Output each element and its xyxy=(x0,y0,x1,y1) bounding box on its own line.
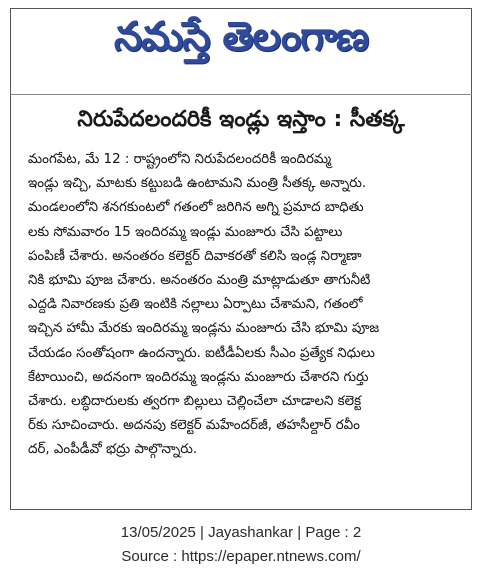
article-line: ఎద్దడి నివారణకు ప్రతి ఇంటికి నల్లాలు ఏర్పాటు చేశామని, గతంలో xyxy=(28,297,363,313)
article-line: మండలంలోని శనగకుంటలో గతంలో జరిగిన అగ్ని ప్రమాద బాధితు xyxy=(28,200,364,216)
article-body xyxy=(28,148,458,462)
article-line: మంగపేట, మే 12 : రాష్ట్రంలోని నిరుపేదలందరికీ ఇందిరమ్మ xyxy=(28,152,332,167)
article-line: నికి భూమి పూజ చేశారు. అనంతరం మంత్రి మాట్లాడుతూ తాగునీటి xyxy=(28,272,371,288)
article-line: ర్‌కు సూచించారు. అదనపు కలెక్టర్ మహేందర్‌జీ, తహసీల్దార్ రవీం xyxy=(28,418,360,434)
footer-date-edition: 13/05/2025 | Jayashankar | Page : 2 xyxy=(120,524,362,541)
newspaper-masthead: నమస్తే తెలంగాణ xyxy=(113,14,369,60)
article-line: చేశారు. లబ్ధిదారులకు త్వరగా బిల్లులు చెల్లించేలా చూడాలని కలెక్ట xyxy=(28,393,362,409)
article-line: కేటాయించి, అదనంగా ఇందిరమ్మ ఇండ్లను మంజూరు చేశారని గుర్తు xyxy=(28,369,369,385)
footer-source-link[interactable]: Source : https://epaper.ntnews.com/ xyxy=(121,548,361,565)
masthead-divider xyxy=(10,94,472,95)
article-headline: నిరుపేదలందరికీ ఇండ్లు ఇస్తాం : సీతక్క xyxy=(77,107,405,132)
article-line: లకు సోమవారం 15 ఇందిరమ్మ ఇండ్లు మంజూరు చేసి పట్టాలు xyxy=(28,224,343,240)
article-line: దర్, ఎంపీడీవో భద్రు పాల్గొన్నారు. xyxy=(28,442,198,458)
article-line: ఇచ్చిన హామీ మేరకు ఇందిరమ్మ ఇండ్లను మంజూరు చేసి భూమి పూజ xyxy=(28,321,380,337)
article-line: చేయడం సంతోషంగా ఉందన్నారు. ఐటీడీఏలకు సీఎం ప్రత్యేక నిధులు xyxy=(28,345,375,361)
article-line: పంపిణీ చేశారు. అనంతరం కలెక్టర్ దివాకరతో కలిసి ఇండ్ల నిర్మాణా xyxy=(28,248,362,264)
article-line: ఇండ్లు ఇచ్చి, మాటకు కట్టుబడి ఉంటామని మంత్రి సీతక్క అన్నారు. xyxy=(28,176,367,192)
